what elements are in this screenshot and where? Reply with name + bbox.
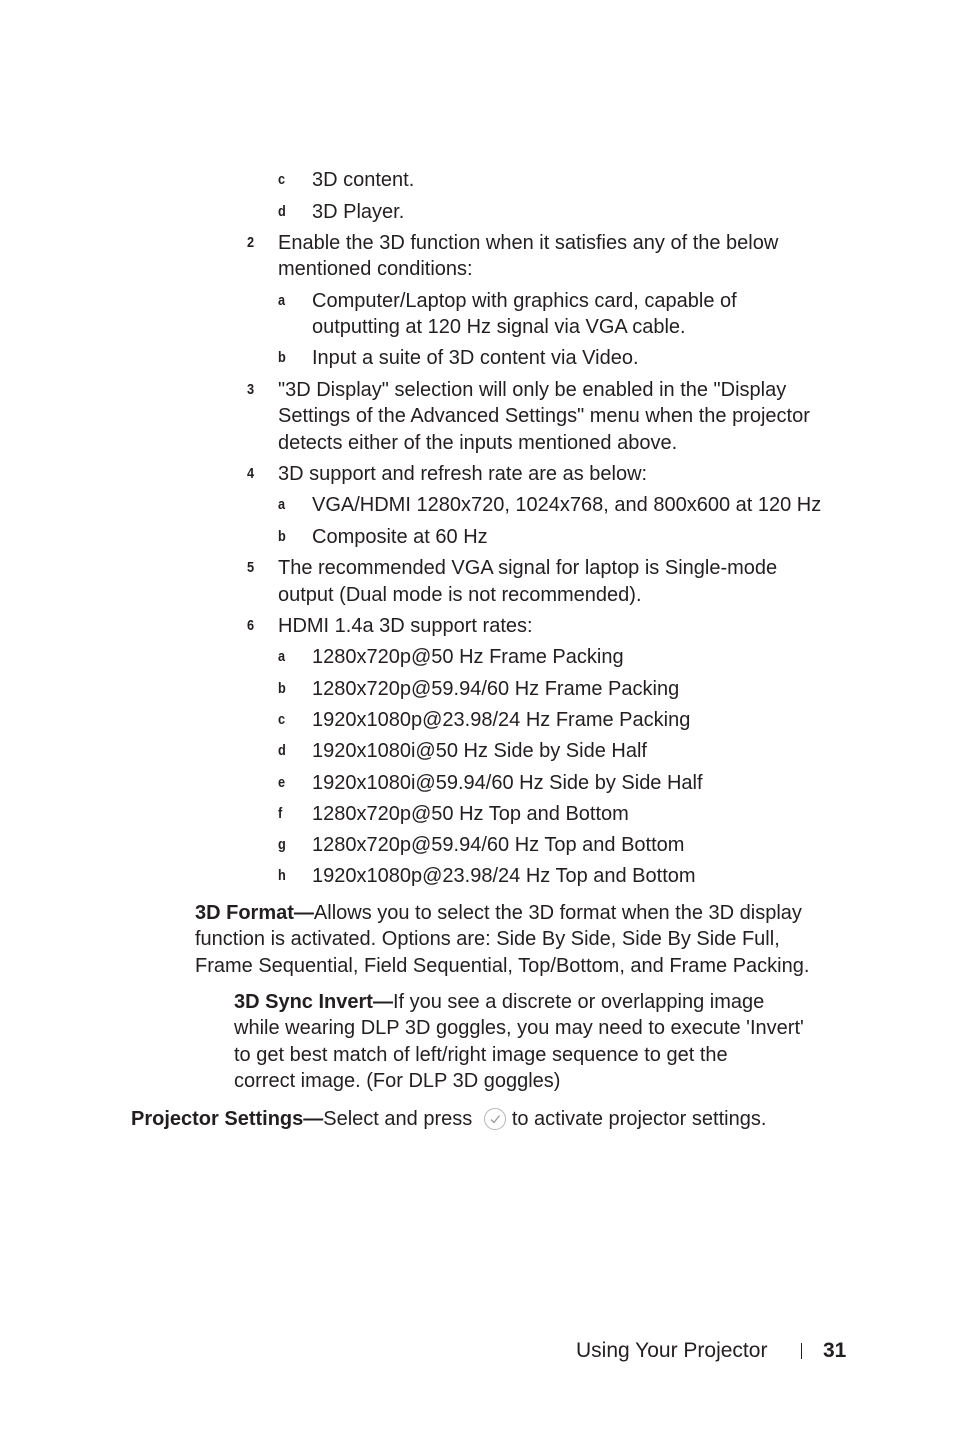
list-item-line: Input a suite of 3D content via Video.	[312, 347, 639, 369]
list-item: Composite at 60 Hz	[312, 526, 488, 548]
list-item-line: mentioned conditions:	[278, 258, 473, 280]
list-marker: a	[278, 292, 286, 309]
list-item: 1280x720p@59.94/60 Hz Frame Packing	[312, 678, 680, 700]
list-item: VGA/HDMI 1280x720, 1024x768, and 800x600 at 120 Hz	[312, 494, 822, 516]
sync-invert-paragraph-line: while wearing DLP 3D goggles, you may need to execute 'Invert'	[234, 1017, 804, 1039]
list-marker: g	[278, 836, 286, 853]
sync-invert-paragraph-line: to get best match of left/right image sequence to get the	[234, 1044, 728, 1066]
format-3d-term: 3D Format—	[195, 902, 314, 924]
format-3d-paragraph-line: Frame Sequential, Field Sequential, Top/Bottom, and Frame Packing.	[195, 955, 810, 977]
list-marker: d	[278, 203, 286, 220]
sync-invert-term: 3D Sync Invert—	[234, 991, 393, 1013]
list-item: 1920x1080p@23.98/24 Hz Frame Packing	[312, 709, 691, 731]
format-3d-paragraph-line: function is activated. Options are: Side By Side, Side By Side Full,	[195, 928, 780, 950]
projector-settings-text-after: to activate projector settings.	[511, 1108, 767, 1130]
projector-settings-term: Projector Settings—	[131, 1108, 324, 1130]
list-item-line: The recommended VGA signal for laptop is Single-mode	[278, 557, 778, 579]
list-item-line: "3D Display" selection will only be enabled in the "Display	[278, 379, 787, 401]
list-item-line: detects either of the inputs mentioned above.	[278, 432, 678, 454]
list-marker: h	[278, 867, 286, 884]
list-item: 1920x1080i@59.94/60 Hz Side by Side Half	[312, 772, 703, 794]
list-marker: 2	[247, 234, 255, 251]
list-marker: 5	[247, 559, 255, 576]
list-item: 1280x720p@50 Hz Frame Packing	[312, 646, 624, 668]
format-3d-text: Allows you to select the 3D format when the 3D display	[313, 902, 802, 924]
list-item-line: Enable the 3D function when it satisfies any of the below	[278, 232, 779, 254]
list-item-line: output (Dual mode is not recommended).	[278, 584, 642, 606]
list-marker: f	[278, 805, 283, 822]
list-item-line: 3D support and refresh rate are as below:	[278, 463, 648, 485]
list-marker: a	[278, 496, 286, 513]
sync-invert-paragraph-line	[234, 989, 764, 1015]
list-marker: 3	[247, 381, 255, 398]
list-item: 3D content.	[312, 169, 415, 191]
list-marker: 6	[247, 617, 255, 634]
footer-divider	[801, 1343, 802, 1359]
list-item-line: HDMI 1.4a 3D support rates:	[278, 615, 533, 637]
sync-invert-paragraph-line: correct image. (For DLP 3D goggles)	[234, 1070, 561, 1092]
page-number: 31	[823, 1339, 847, 1362]
list-item: 1920x1080i@50 Hz Side by Side Half	[312, 740, 647, 762]
list-item: 1280x720p@59.94/60 Hz Top and Bottom	[312, 834, 685, 856]
projector-settings-text: Select and press	[323, 1108, 473, 1130]
list-marker: b	[278, 528, 286, 545]
list-item: 1920x1080p@23.98/24 Hz Top and Bottom	[312, 865, 696, 887]
list-item: 3D Player.	[312, 201, 405, 223]
footer-section-title: Using Your Projector	[576, 1339, 768, 1362]
list-marker: a	[278, 648, 286, 665]
sync-invert-text: If you see a discrete or overlapping image	[392, 991, 765, 1013]
list-marker: d	[278, 742, 286, 759]
list-marker: c	[278, 171, 286, 188]
list-item-line: Computer/Laptop with graphics card, capable of	[312, 290, 737, 312]
list-marker: e	[278, 774, 286, 791]
list-marker: b	[278, 680, 286, 697]
projector-settings-paragraph	[131, 1106, 766, 1132]
list-marker: c	[278, 711, 286, 728]
list-item-line: Settings of the Advanced Settings" menu when the projector	[278, 405, 810, 427]
list-marker: 4	[247, 465, 255, 482]
list-item: 1280x720p@50 Hz Top and Bottom	[312, 803, 629, 825]
list-item-line: outputting at 120 Hz signal via VGA cable.	[312, 316, 686, 338]
checkmark-button-icon	[484, 1108, 506, 1130]
format-3d-paragraph-line	[195, 900, 802, 926]
list-marker: b	[278, 349, 286, 366]
